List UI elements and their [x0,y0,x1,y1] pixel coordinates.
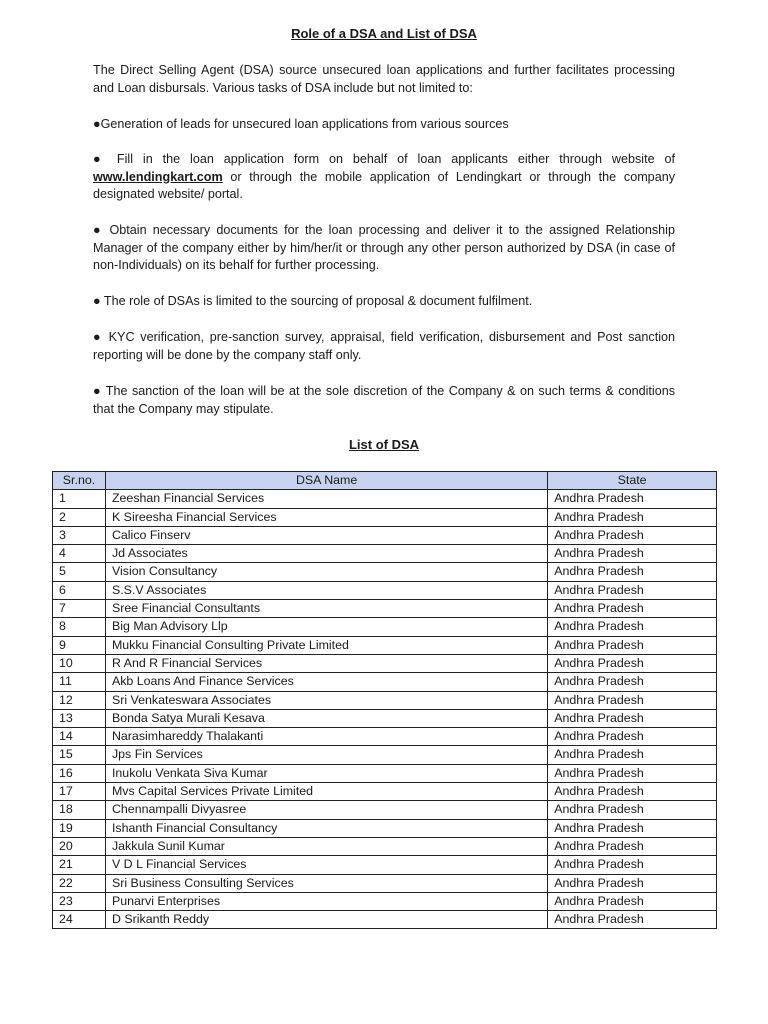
table-row [53,545,717,563]
cell-state: Andhra Pradesh [548,490,717,508]
cell-sr-no: 20 [53,837,106,855]
cell-dsa-name: Jakkula Sunil Kumar [105,837,547,855]
cell-sr-no: 5 [53,563,106,581]
cell-dsa-name: Narasimhareddy Thalakanti [105,728,547,746]
bullet-documents: ● Obtain necessary documents for the loan processing and deliver it to the assigned Relationship Manager of the company either by him/her/it or through any other person authorized by DSA (in case of non-Individuals) on its behalf for further processing. [93,223,675,273]
table-row [53,801,717,819]
cell-state: Andhra Pradesh [548,508,717,526]
cell-state: Andhra Pradesh [548,819,717,837]
cell-dsa-name: Bonda Satya Murali Kesava [105,709,547,727]
table-row [53,508,717,526]
cell-state: Andhra Pradesh [548,801,717,819]
bullet-sanction: ● The sanction of the loan will be at the sole discretion of the Company & on such terms & conditions that the Company may stipulate. [93,384,675,416]
cell-state: Andhra Pradesh [548,783,717,801]
cell-state: Andhra Pradesh [548,728,717,746]
cell-state: Andhra Pradesh [548,654,717,672]
bullet-kyc: ● KYC verification, pre-sanction survey, appraisal, field verification, disbursement and Post sanction reporting will be done by the company staff only. [93,330,675,362]
cell-sr-no: 15 [53,746,106,764]
cell-dsa-name: K Sireesha Financial Services [105,508,547,526]
cell-dsa-name: Calico Finserv [105,526,547,544]
table-row [53,837,717,855]
cell-sr-no: 1 [53,490,106,508]
table-row [53,911,717,929]
table-body [53,490,717,929]
cell-sr-no: 17 [53,783,106,801]
bullet-lead-generation: ●Generation of leads for unsecured loan applications from various sources [93,117,509,131]
cell-dsa-name: Mukku Financial Consulting Private Limited [105,636,547,654]
bullet-application-form-pre: ● Fill in the loan application form on behalf of loan applicants either through website of [93,152,675,166]
lendingkart-link[interactable]: www.lendingkart.com [93,169,223,184]
cell-sr-no: 9 [53,636,106,654]
cell-dsa-name: Mvs Capital Services Private Limited [105,783,547,801]
cell-state: Andhra Pradesh [548,874,717,892]
cell-sr-no: 10 [53,654,106,672]
cell-sr-no: 18 [53,801,106,819]
table-row [53,654,717,672]
table-row [53,764,717,782]
cell-state: Andhra Pradesh [548,636,717,654]
cell-dsa-name: Akb Loans And Finance Services [105,673,547,691]
cell-dsa-name: R And R Financial Services [105,654,547,672]
cell-sr-no: 14 [53,728,106,746]
table-row [53,746,717,764]
cell-dsa-name: V D L Financial Services [105,856,547,874]
cell-sr-no: 22 [53,874,106,892]
cell-dsa-name: D Srikanth Reddy [105,911,547,929]
cell-state: Andhra Pradesh [548,911,717,929]
intro-paragraph: The Direct Selling Agent (DSA) source unsecured loan applications and further facilitates processing and Loan disbursals. Various tasks of DSA include but not limited to: [93,63,675,95]
cell-sr-no: 13 [53,709,106,727]
cell-state: Andhra Pradesh [548,709,717,727]
cell-dsa-name: Big Man Advisory Llp [105,618,547,636]
bullet-application-form [93,151,675,204]
cell-dsa-name: Vision Consultancy [105,563,547,581]
cell-sr-no: 16 [53,764,106,782]
table-row [53,892,717,910]
table-row [53,691,717,709]
table-row [53,600,717,618]
table-row [53,581,717,599]
cell-sr-no: 3 [53,526,106,544]
cell-state: Andhra Pradesh [548,563,717,581]
cell-dsa-name: Ishanth Financial Consultancy [105,819,547,837]
cell-dsa-name: Chennampalli Divyasree [105,801,547,819]
cell-dsa-name: Jd Associates [105,545,547,563]
cell-sr-no: 12 [53,691,106,709]
table-row [53,563,717,581]
cell-dsa-name: S.S.V Associates [105,581,547,599]
cell-sr-no: 4 [53,545,106,563]
cell-sr-no: 2 [53,508,106,526]
header-dsa-name: DSA Name [105,472,547,490]
bullet-role-limited: ● The role of DSAs is limited to the sourcing of proposal & document fulfilment. [93,294,533,308]
cell-state: Andhra Pradesh [548,618,717,636]
table-row [53,874,717,892]
cell-dsa-name: Jps Fin Services [105,746,547,764]
cell-state: Andhra Pradesh [548,581,717,599]
table-row [53,526,717,544]
cell-state: Andhra Pradesh [548,892,717,910]
cell-dsa-name: Zeeshan Financial Services [105,490,547,508]
table-row [53,819,717,837]
table-row [53,709,717,727]
cell-sr-no: 23 [53,892,106,910]
dsa-table [52,471,717,929]
cell-dsa-name: Punarvi Enterprises [105,892,547,910]
cell-dsa-name: Inukolu Venkata Siva Kumar [105,764,547,782]
cell-sr-no: 6 [53,581,106,599]
cell-dsa-name: Sri Business Consulting Services [105,874,547,892]
table-row [53,728,717,746]
table-row [53,636,717,654]
cell-sr-no: 7 [53,600,106,618]
cell-state: Andhra Pradesh [548,526,717,544]
cell-sr-no: 19 [53,819,106,837]
table-row [53,490,717,508]
cell-state: Andhra Pradesh [548,856,717,874]
header-state: State [548,472,717,490]
cell-state: Andhra Pradesh [548,837,717,855]
table-header-row [53,472,717,490]
cell-state: Andhra Pradesh [548,746,717,764]
cell-state: Andhra Pradesh [548,691,717,709]
cell-dsa-name: Sri Venkateswara Associates [105,691,547,709]
header-sr-no: Sr.no. [53,472,106,490]
cell-sr-no: 24 [53,911,106,929]
table-row [53,783,717,801]
cell-sr-no: 8 [53,618,106,636]
cell-dsa-name: Sree Financial Consultants [105,600,547,618]
table-row [53,856,717,874]
cell-state: Andhra Pradesh [548,673,717,691]
cell-sr-no: 21 [53,856,106,874]
list-title: List of DSA [348,437,420,452]
cell-state: Andhra Pradesh [548,600,717,618]
cell-state: Andhra Pradesh [548,764,717,782]
page-title: Role of a DSA and List of DSA [291,26,477,41]
table-row [53,673,717,691]
cell-state: Andhra Pradesh [548,545,717,563]
cell-sr-no: 11 [53,673,106,691]
bullet-application-form-post: or through the mobile application of Lendingkart or through the company designated website/ portal. [93,169,675,202]
table-row [53,618,717,636]
